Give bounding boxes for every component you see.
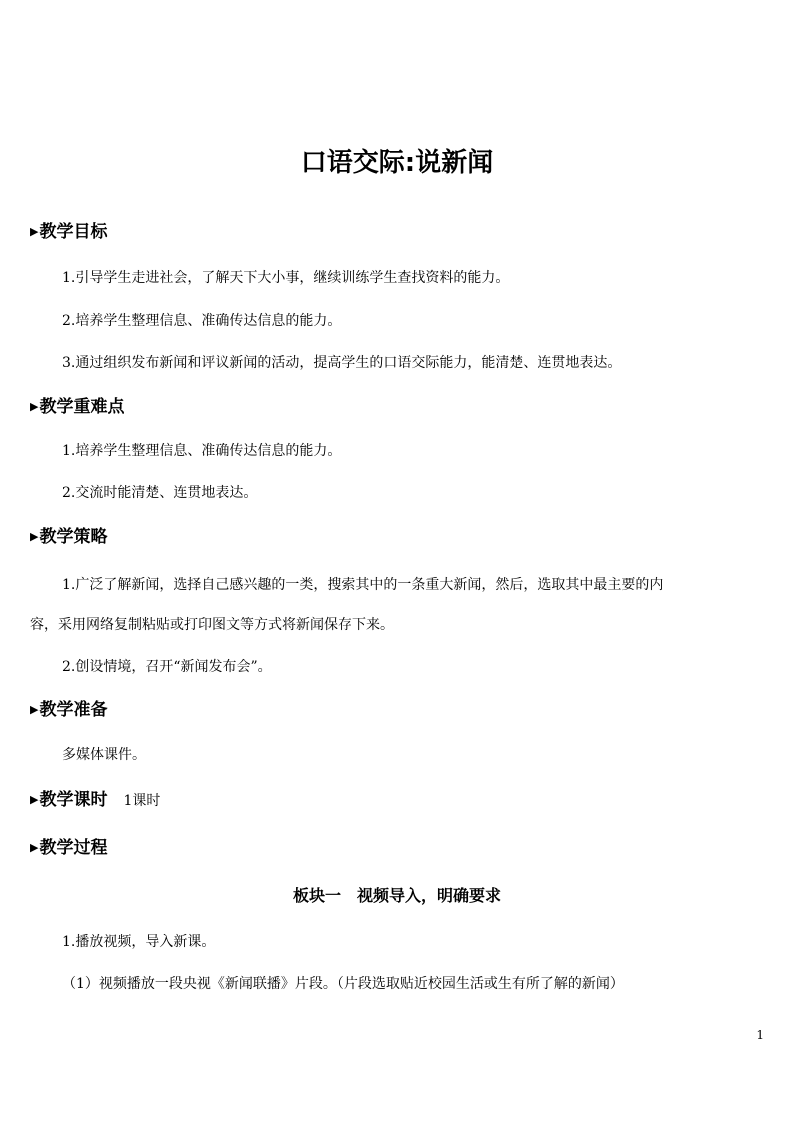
goal-item-1: 1.引导学生走进社会，了解天下大小事，继续训练学生查找资料的能力。 (62, 270, 510, 286)
key-point-item-1: 1.培养学生整理信息、准确传达信息的能力。 (62, 443, 342, 459)
goal-item-2: 2.培养学生整理信息、准确传达信息的能力。 (62, 313, 342, 329)
heading-label: 教学目标 (39, 222, 108, 242)
heading-label: 教学重难点 (39, 397, 125, 417)
heading-teaching-preparation (30, 698, 107, 722)
heading-label: 教学过程 (39, 838, 108, 858)
triangle-bullet-icon: ▶ (30, 841, 39, 854)
heading-teaching-goals (30, 220, 107, 244)
key-point-item-2: 2.交流时能清楚、连贯地表达。 (62, 485, 258, 501)
heading-label: 教学课时 (39, 790, 108, 810)
strategy-item-2: 2.创设情境，召开“新闻发布会”。 (62, 659, 272, 675)
page-number: 1 (756, 1028, 764, 1042)
block-title: 板块一 视频导入，明确要求 (292, 886, 501, 905)
heading-key-points (30, 395, 124, 419)
triangle-bullet-icon: ▶ (30, 793, 39, 806)
triangle-bullet-icon: ▶ (30, 400, 39, 413)
heading-label: 教学准备 (39, 700, 108, 720)
process-item-1: 1.播放视频，导入新课。 (62, 934, 216, 950)
triangle-bullet-icon: ▶ (30, 703, 39, 716)
process-item-1-sub-1: （1）视频播放一段央视《新闻联播》片段。（片段选取贴近校园生活或生有所了解的新闻） (62, 976, 624, 992)
heading-teaching-strategy (30, 525, 107, 549)
goal-item-3: 3.通过组织发布新闻和评议新闻的活动，提高学生的口语交际能力，能清楚、连贯地表达。 (62, 355, 622, 371)
strategy-item-1-line-2: 容，采用网络复制粘贴或打印图文等方式将新闻保存下来。 (30, 617, 394, 633)
heading-class-periods (30, 788, 160, 813)
strategy-item-1-line-1: 1.广泛了解新闻，选择自己感兴趣的一类，搜索其中的一条重大新闻，然后，选取其中最主要的内 (62, 577, 664, 593)
heading-label: 教学策略 (39, 527, 108, 547)
triangle-bullet-icon: ▶ (30, 225, 39, 238)
page-title: 口语交际:说新闻 (300, 148, 494, 178)
heading-teaching-process (30, 836, 107, 860)
preparation-text: 多媒体课件。 (62, 747, 146, 763)
class-periods-value: 1课时 (123, 793, 161, 809)
triangle-bullet-icon: ▶ (30, 530, 39, 543)
